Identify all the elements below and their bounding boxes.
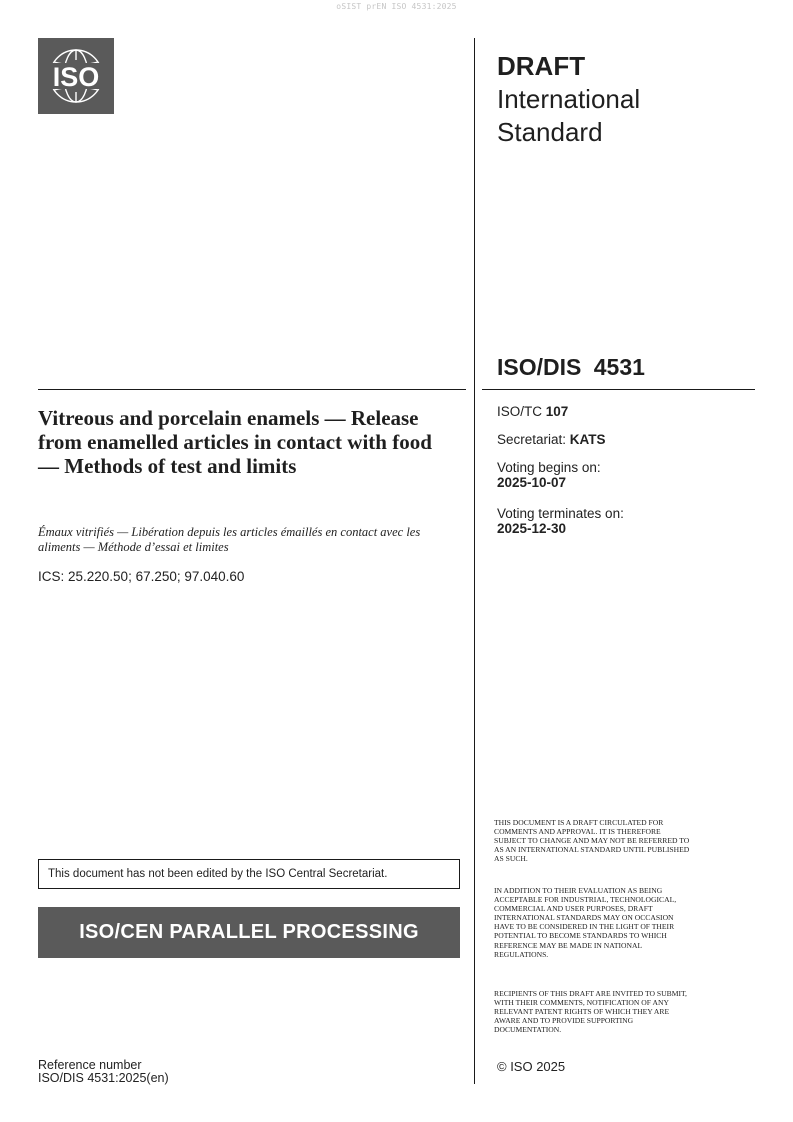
reference-label: Reference number (38, 1058, 142, 1072)
secretariat-value: KATS (569, 432, 606, 447)
watermark: oSIST prEN ISO 4531:2025 (336, 2, 457, 11)
reference-number (38, 1059, 169, 1085)
document-number: ISO/DIS 4531 (497, 354, 645, 380)
international-label: International (497, 84, 641, 114)
horizontal-rule-left (38, 389, 466, 390)
voting-terminates (497, 506, 624, 536)
parallel-processing-banner: ISO/CEN PARALLEL PROCESSING (38, 907, 460, 958)
secretariat-label: Secretariat: (497, 432, 570, 447)
notice-evaluation: IN ADDITION TO THEIR EVALUATION AS BEING ACCEPTABLE FOR INDUSTRIAL, TECHNOLOGICAL, COMMERCIAL AND USER PURPOSES, DRAFT INTERNATIONAL STANDARDS MAY ON OCCASION HAVE TO BE CONSIDERED IN THE LIGHT OF THEIR POTENTIAL TO BECOME STANDARDS TO WHICH REFERENCE MAY BE MADE IN NATIONAL REGULATIONS. (494, 886, 677, 959)
secretariat (497, 432, 606, 447)
french-title: Émaux vitrifiés — Libération depuis les articles émaillés en contact avec les aliments — Méthode d’essai et limites (38, 525, 421, 554)
ics-codes: ICS: 25.220.50; 67.250; 97.040.60 (38, 569, 245, 584)
voting-terminates-label: Voting terminates on: (497, 506, 624, 521)
standard-label: Standard (497, 117, 603, 147)
voting-terminates-date: 2025-12-30 (497, 521, 567, 536)
voting-begins (497, 460, 601, 490)
iso-logo (38, 38, 114, 114)
tc-value: 107 (545, 404, 569, 419)
notice-patent: RECIPIENTS OF THIS DRAFT ARE INVITED TO SUBMIT, WITH THEIR COMMENTS, NOTIFICATION OF ANY RELEVANT PATENT RIGHTS OF WHICH THEY ARE AWARE AND TO PROVIDE SUPPORTING DOCUMENTATION. (494, 989, 687, 1035)
logo-text: ISO (52, 62, 100, 92)
notice-draft: THIS DOCUMENT IS A DRAFT CIRCULATED FOR COMMENTS AND APPROVAL. IT IS THEREFORE SUBJECT TO CHANGE AND MAY NOT BE REFERRED TO AS AN INTERNATIONAL STANDARD UNTIL PUBLISHED AS SUCH. (494, 818, 690, 864)
copyright: © ISO 2025 (497, 1059, 566, 1074)
tc-label: ISO/TC (497, 404, 546, 419)
iso-globe-icon (38, 38, 114, 114)
horizontal-rule-right (482, 389, 755, 390)
voting-begins-date: 2025-10-07 (497, 475, 567, 490)
voting-begins-label: Voting begins on: (497, 460, 601, 475)
draft-label: DRAFT (497, 51, 586, 81)
reference-value: ISO/DIS 4531:2025(en) (38, 1071, 169, 1085)
document-type-heading (497, 50, 757, 149)
technical-committee (497, 404, 568, 419)
vertical-divider (474, 38, 475, 1084)
main-title: Vitreous and porcelain enamels — Release from enamelled articles in contact with food — Methods of test and limits (38, 406, 432, 478)
edited-notice-box: This document has not been edited by the ISO Central Secretariat. (38, 859, 460, 889)
